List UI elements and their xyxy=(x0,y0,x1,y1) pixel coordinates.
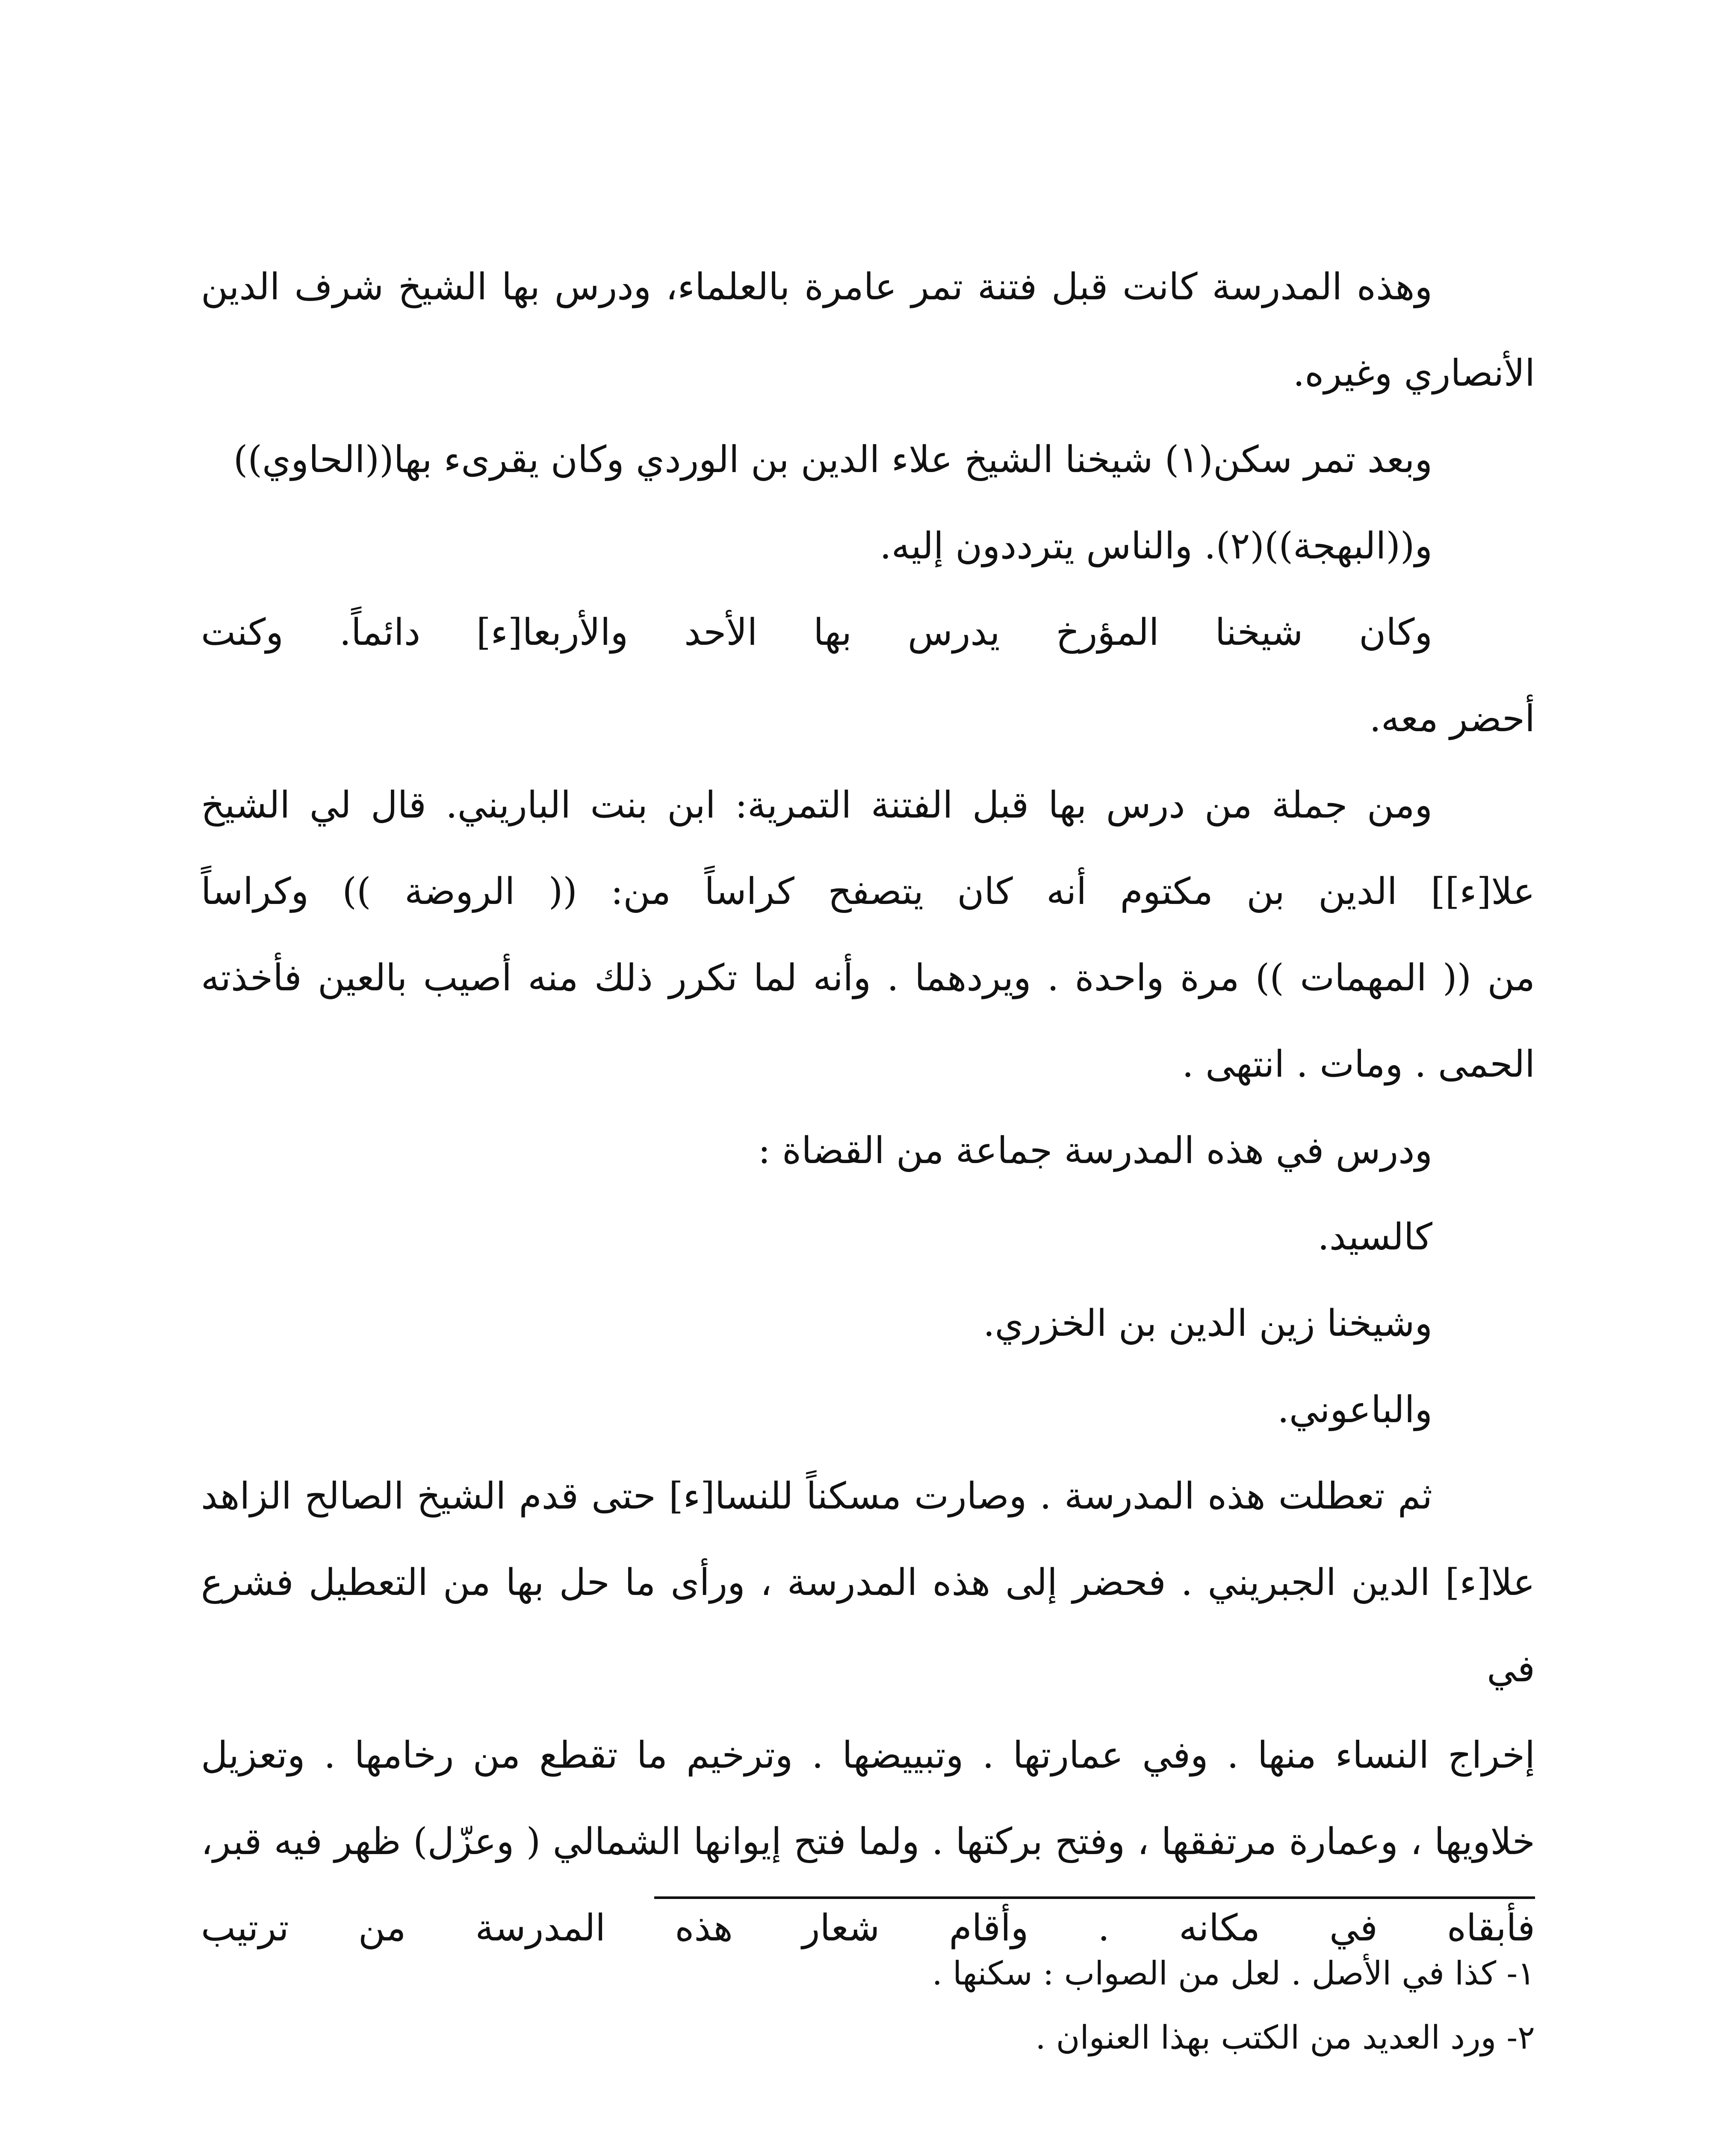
text-line-3: وبعد تمر سكن(١) شيخنا الشيخ علاء الدين بن الوردي وكان يقرىء بها((الحاوي)) xyxy=(233,438,1432,481)
footnote-divider xyxy=(654,1896,1535,1899)
text-line-11: ودرس في هذه المدرسة جماعة من القضاة : xyxy=(758,1129,1432,1172)
text-line-9: من (( المهمات )) مرة واحدة . ويردهما . وأنه لما تكرر ذلك منه أصيب بالعين فأخذته xyxy=(201,957,1535,999)
body-text xyxy=(201,244,1535,1971)
text-line-6: أحضر معه. xyxy=(1369,697,1535,740)
text-line-1: وهذه المدرسة كانت قبل فتنة تمر عامرة بالعلماء، ودرس بها الشيخ شرف الدين xyxy=(201,266,1432,308)
footnotes xyxy=(654,1941,1535,2070)
footnote-2: ٢- ورد العديد من الكتب بهذا العنوان . xyxy=(1035,2018,1535,2056)
text-line-10: الحمى . ومات . انتهى . xyxy=(1182,1043,1535,1086)
text-line-8: علا[ء]] الدين بن مكتوم أنه كان يتصفح كراساً من: (( الروضة )) وكراساً xyxy=(201,870,1535,913)
text-line-17: إخراج النساء منها . وفي عمارتها . وتبييضها . وترخيم ما تقطع من رخامها . وتعزيل xyxy=(201,1734,1535,1777)
footnote-1: ١- كذا في الأصل . لعل من الصواب : سكنها . xyxy=(932,1954,1535,1992)
text-line-4: و((البهجة))(٢). والناس يترددون إليه. xyxy=(880,525,1432,567)
text-line-5: وكان شيخنا المؤرخ يدرس بها الأحد والأربعا[ء] دائماً. وكنت xyxy=(201,611,1432,654)
text-line-13: وشيخنا زين الدين بن الخزري. xyxy=(983,1302,1432,1345)
text-line-15: ثم تعطلت هذه المدرسة . وصارت مسكناً للنسا[ء] حتى قدم الشيخ الصالح الزاهد xyxy=(201,1475,1432,1518)
text-line-2: الأنصاري وغيره. xyxy=(1293,352,1535,395)
text-line-18: خلاويها ، وعمارة مرتفقها ، وفتح بركتها . ولما فتح إيوانها الشمالي ( وعزّل) ظهر فيه قبر، xyxy=(201,1820,1535,1863)
text-line-7: ومن جملة من درس بها قبل الفتنة التمرية: ابن بنت الباريني. قال لي الشيخ xyxy=(201,784,1432,827)
text-line-14: والباعوني. xyxy=(1277,1388,1432,1431)
text-line-19: فأبقاه في مكانه . وأقام شعار هذه المدرسة من ترتيب xyxy=(201,1907,1535,1949)
text-line-16: علا[ء] الدين الجبريني . فحضر إلى هذه المدرسة ، ورأى ما حل بها من التعطيل فشرع في xyxy=(201,1561,1535,1690)
text-line-12: كالسيد. xyxy=(1317,1216,1432,1258)
